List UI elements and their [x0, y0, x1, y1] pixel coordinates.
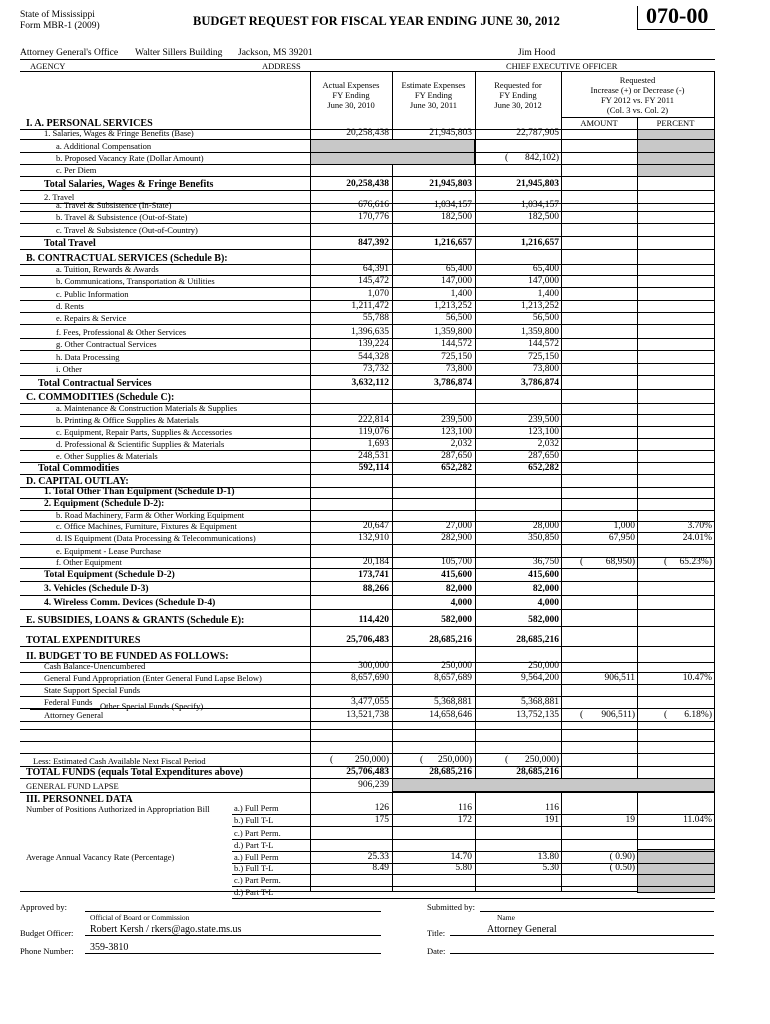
ceo-name: Jim Hood: [518, 48, 556, 58]
cell-requested: 2,032: [537, 439, 559, 449]
row-label: c. Office Machines, Furniture, Fixtures & Equipment: [56, 521, 237, 531]
shaded-block-salaries: [637, 129, 715, 177]
cell-estimate: 144,572: [441, 339, 472, 349]
row-rule: [20, 474, 715, 475]
row-label: Total Equipment (Schedule D-2): [44, 570, 175, 580]
row-label: I. A. PERSONAL SERVICES: [26, 118, 153, 129]
agency-label: AGENCY: [30, 61, 66, 71]
personnel-amount: ( 0.90): [609, 852, 635, 862]
cell-amount-paren: (: [580, 557, 584, 567]
cell-actual: 1,211,472: [351, 301, 389, 311]
budget-officer-line[interactable]: [85, 935, 381, 936]
cell-requested: 250,000: [528, 661, 559, 671]
approved-label: Approved by:: [20, 902, 67, 912]
col-header-percent: PERCENT: [656, 118, 695, 128]
row-label: c. Per Diem: [56, 165, 97, 175]
phone-value: 359-3810: [90, 942, 129, 953]
cell-estimate: 1,213,252: [434, 301, 472, 311]
cell-actual: 20,258,438: [346, 179, 389, 189]
cell-requested: 28,685,216: [516, 635, 559, 645]
cell-estimate: 1,034,157: [434, 200, 472, 210]
cell-requested: 82,000: [532, 584, 559, 594]
header-rule: [20, 59, 715, 60]
personnel-requested: 5.30: [542, 863, 559, 873]
shaded-block-lapse: [392, 778, 715, 792]
cell-estimate: 182,500: [441, 212, 472, 222]
cell-percent: 10.47%: [682, 673, 712, 683]
personnel-row-rule: [232, 826, 715, 827]
cell-estimate: 415,600: [441, 570, 472, 580]
official-label: Official of Board or Commission: [90, 913, 190, 922]
row-label: g. Other Contractual Services: [56, 339, 157, 349]
title-value: Attorney General: [487, 924, 557, 935]
cell-requested: 144,572: [528, 339, 559, 349]
row-label: D. CAPITAL OUTLAY:: [26, 476, 129, 487]
row-label: Total Travel: [44, 238, 96, 249]
row-label: General Fund Appropriation (Enter General Fund Lapse Below): [44, 673, 262, 683]
blank-row-rule-3: [20, 753, 715, 754]
total-funds-actual: 25,706,483: [346, 767, 389, 777]
cell-percent: 6.18%): [684, 710, 712, 720]
cell-amount: 1,000: [613, 521, 635, 531]
row-rule: [20, 249, 715, 250]
title-label: Title:: [427, 928, 446, 938]
cell-requested: 725,150: [528, 352, 559, 362]
row-label: e. Other Supplies & Materials: [56, 451, 158, 461]
personnel-row-label: b.) Full T-L: [234, 863, 274, 873]
cell-requested: 582,000: [528, 615, 559, 625]
personnel-row-label: d.) Part T-L: [234, 887, 274, 897]
general-fund-lapse-label: GENERAL FUND LAPSE: [26, 781, 119, 791]
cell-requested: 36,750: [532, 557, 559, 567]
row-label: e. Repairs & Service: [56, 313, 127, 323]
row-rule: [20, 544, 715, 545]
row-label: d. Professional & Scientific Supplies & Materials: [56, 439, 225, 449]
cell-estimate: 27,000: [445, 521, 472, 531]
row-label: e. Equipment - Lease Purchase: [56, 546, 162, 556]
row-label: a. Travel & Subsistence (In-State): [56, 200, 172, 210]
cell-estimate: 582,000: [441, 615, 472, 625]
cell-actual: 248,531: [358, 451, 389, 461]
cell-actual: 55,788: [362, 313, 389, 323]
col-divider-amount: [561, 71, 562, 892]
row-label: f. Fees, Professional & Other Services: [56, 327, 187, 337]
personnel-row-rule: [232, 874, 715, 875]
address-city: Jackson, MS 39201: [238, 48, 313, 58]
cell-actual: 544,328: [358, 352, 389, 362]
state-name: State of Mississippi: [20, 10, 95, 20]
col-header-change: Requested Increase (+) or Decrease (-) FY 2012 vs. FY 2011 (Col. 3 vs. Col. 2): [590, 75, 685, 115]
row-rule: [20, 626, 715, 627]
cell-requested: 5,368,881: [521, 697, 559, 707]
row-label: Attorney General: [44, 710, 104, 720]
personnel-row-label: a.) Full Perm: [234, 803, 279, 813]
positions-label: Number of Positions Authorized in Appropriation Bill: [26, 804, 210, 814]
cell-actual: 676,616: [358, 200, 389, 210]
row-rule: [20, 721, 715, 722]
cell-estimate: 82,000: [445, 584, 472, 594]
cell-estimate: 287,650: [441, 451, 472, 461]
cell-requested: 1,216,657: [521, 238, 559, 248]
personnel-row-label: b.) Full T-L: [234, 815, 274, 825]
cell-requested: 652,282: [528, 463, 559, 473]
cell-estimate: 282,900: [441, 533, 472, 543]
personnel-row-rule: [232, 839, 715, 840]
row-label: 1. Salaries, Wages & Fringe Benefits (Base): [44, 128, 194, 138]
cell-actual: 13,521,738: [346, 710, 389, 720]
cell-requested: 239,500: [528, 415, 559, 425]
personnel-estimate: 172: [457, 815, 472, 825]
less-cash-estimate-paren: (: [420, 755, 424, 765]
personnel-row-label: d.) Part T-L: [234, 840, 274, 850]
row-label: b. Printing & Office Supplies & Materials: [56, 415, 199, 425]
cell-requested: 182,500: [528, 212, 559, 222]
federal-funds-underline: [30, 709, 100, 710]
cell-actual: 592,114: [358, 463, 389, 473]
row-label: State Support Special Funds: [44, 685, 141, 695]
personnel-actual: 126: [374, 803, 389, 813]
table-bottom-rule: [20, 891, 715, 892]
row-rule: [20, 287, 715, 288]
cell-actual: 20,258,438: [346, 128, 389, 138]
blank-row-rule-2: [20, 741, 715, 742]
cell-requested: 1,359,800: [521, 327, 559, 337]
cell-requested: 56,500: [532, 313, 559, 323]
col-header-estimate: Estimate Expenses FY Ending June 30, 2011: [401, 80, 466, 110]
cell-actual: 64,391: [362, 264, 389, 274]
personnel-row-rule: [232, 851, 715, 852]
cell-requested: 73,800: [532, 364, 559, 374]
cell-estimate: 123,100: [441, 427, 472, 437]
cell-estimate: 239,500: [441, 415, 472, 425]
cell-estimate: 652,282: [441, 463, 472, 473]
row-rule: [20, 375, 715, 376]
row-label: a. Maintenance & Construction Materials & Supplies: [56, 403, 238, 413]
col-header-actual: Actual Expenses FY Ending June 30, 2010: [322, 80, 380, 110]
cell-requested: 65,400: [532, 264, 559, 274]
col-header-amount: AMOUNT: [580, 118, 618, 128]
cell-estimate: 250,000: [441, 661, 472, 671]
cell-actual: 119,076: [358, 427, 389, 437]
row-rule: [20, 324, 715, 325]
budget-officer-value: Robert Kersh / rkers@ago.state.ms.us: [90, 924, 242, 935]
cell-estimate: 65,400: [445, 264, 472, 274]
row-label: E. SUBSIDIES, LOANS & GRANTS (Schedule E):: [26, 615, 245, 626]
row-label: d. IS Equipment (Data Processing & Telecommunications): [56, 533, 256, 543]
cell-requested: 13,752,135: [516, 710, 559, 720]
cell-percent: 65.23%): [679, 557, 712, 567]
less-cash-label: Less: Estimated Cash Available Next Fiscal Period: [33, 756, 206, 766]
agency-code: 070-00: [646, 3, 709, 28]
date-label: Date:: [427, 946, 446, 956]
budget-officer-label: Budget Officer:: [20, 928, 74, 938]
cell-amount: 68,950): [605, 557, 635, 567]
cell-estimate: 1,359,800: [434, 327, 472, 337]
cell-percent: 24.01%: [682, 533, 712, 543]
personnel-row-rule: [232, 863, 715, 864]
row-label: Total Contractual Services: [38, 378, 152, 389]
cell-percent: 3.70%: [687, 521, 712, 531]
approved-line[interactable]: [85, 911, 381, 912]
cell-actual: 222,814: [358, 415, 389, 425]
cell-amount: 906,511: [604, 673, 635, 683]
cell-estimate: 21,945,803: [429, 179, 472, 189]
row-rule: [20, 568, 715, 569]
cell-actual: 3,632,112: [351, 378, 389, 388]
cell-requested: 415,600: [528, 570, 559, 580]
cell-requested: 123,100: [528, 427, 559, 437]
cell-estimate: 1,216,657: [434, 238, 472, 248]
cell-requested: 28,000: [532, 521, 559, 531]
row-rule: [20, 389, 715, 390]
total-funds-requested: 28,685,216: [516, 767, 559, 777]
col-header-requested: Requested for FY Ending June 30, 2012: [494, 80, 542, 110]
row-label: Federal Funds: [44, 697, 93, 707]
cell-requested: 3,786,874: [521, 378, 559, 388]
row-rule: [20, 646, 715, 647]
less-cash-requested-paren: (: [505, 755, 509, 765]
row-label: b. Communications, Transportation & Utilities: [56, 276, 215, 286]
cell-actual: 1,070: [367, 289, 389, 299]
name-label: Name: [497, 913, 515, 922]
personnel-requested: 116: [545, 803, 559, 813]
personnel-amount: 19: [625, 815, 635, 825]
cell-actual: 20,647: [362, 521, 389, 531]
cell-requested: 9,564,200: [521, 673, 559, 683]
row-rule: [20, 581, 715, 582]
cell-actual: 145,472: [358, 276, 389, 286]
cell-requested: 4,000: [537, 598, 559, 608]
cell-actual: 25,706,483: [346, 635, 389, 645]
address-label: ADDRESS: [262, 61, 301, 71]
total-funds-label: TOTAL FUNDS (equals Total Expenditures above): [26, 767, 243, 778]
row-label: Cash Balance-Unencumbered: [44, 661, 146, 671]
personnel-actual: 175: [374, 815, 389, 825]
cell-actual: 139,224: [358, 339, 389, 349]
personnel-amount: ( 0.50): [609, 863, 635, 873]
personnel-actual: 25.33: [367, 852, 389, 862]
less-cash-actual: 250,000): [354, 755, 389, 765]
cell-actual: 132,910: [358, 533, 389, 543]
cell-requested: 287,650: [528, 451, 559, 461]
cell-actual: 20,184: [362, 557, 389, 567]
cell-requested: 1,213,252: [521, 301, 559, 311]
personnel-estimate: 14.70: [450, 852, 472, 862]
row-label: b. Road Machinery, Farm & Other Working Equipment: [56, 510, 245, 520]
personnel-title: III. PERSONNEL DATA: [26, 794, 133, 805]
cell-actual: 170,776: [358, 212, 389, 222]
row-rule: [20, 139, 715, 140]
less-cash-requested: 250,000): [524, 755, 559, 765]
cell-actual: 3,477,055: [351, 697, 389, 707]
lapse-rule: [20, 792, 715, 793]
personnel-row-label: c.) Part Perm.: [234, 875, 281, 885]
row-label: C. COMMODITIES (Schedule C):: [26, 392, 175, 403]
row-label: h. Data Processing: [56, 352, 120, 362]
cell-estimate: 14,658,646: [429, 710, 472, 720]
row-rule: [20, 609, 715, 610]
row-label: a. Additional Compensation: [56, 141, 152, 151]
cell-percent-paren: (: [664, 710, 668, 720]
form-number: Form MBR-1 (2009): [20, 21, 100, 31]
personnel-row-label: c.) Part Perm.: [234, 828, 281, 838]
row-label: c. Public Information: [56, 289, 129, 299]
col-divider-right: [714, 71, 715, 892]
blank-row-rule-1: [20, 729, 715, 730]
code-box-edge: [637, 6, 638, 30]
cell-actual: 88,266: [362, 584, 389, 594]
cell-estimate: 725,150: [441, 352, 472, 362]
cell-requested: 22,787,905: [516, 128, 559, 138]
row-label: a. Tuition, Rewards & Awards: [56, 264, 159, 274]
cell-estimate: 2,032: [450, 439, 472, 449]
cell-requested: 1,034,157: [521, 200, 559, 210]
row-rule: [20, 164, 715, 165]
row-label: 1. Total Other Than Equipment (Schedule D-1): [44, 487, 235, 497]
code-underline: [637, 29, 715, 30]
row-label: TOTAL EXPENDITURES: [26, 635, 141, 646]
row-label: b. Travel & Subsistence (Out-of-State): [56, 212, 188, 222]
cell-actual: 173,741: [358, 570, 389, 580]
cell-estimate: 1,400: [450, 289, 472, 299]
phone-label: Phone Number:: [20, 946, 74, 956]
personnel-percent: 11.04%: [683, 815, 712, 825]
cell-estimate: 4,000: [450, 598, 472, 608]
phone-line[interactable]: [85, 953, 381, 954]
cell-estimate: 21,945,803: [429, 128, 472, 138]
row-rule: [20, 595, 715, 596]
cell-actual: 847,392: [358, 238, 389, 248]
row-rule: [20, 236, 715, 237]
row-rule: [20, 190, 715, 191]
address-street: Walter Sillers Building: [135, 48, 223, 58]
cell-actual: 300,000: [358, 661, 389, 671]
cell-amount-paren: (: [580, 710, 584, 720]
other-special-funds-label: Other Special Funds (Specify): [100, 701, 204, 711]
less-cash-estimate: 250,000): [437, 755, 472, 765]
personnel-row-rule: [232, 898, 715, 899]
date-line[interactable]: [450, 953, 714, 954]
table-top-rule: [20, 71, 715, 72]
cell-estimate: 147,000: [441, 276, 472, 286]
general-fund-lapse-actual: 906,239: [358, 780, 389, 790]
col-divider-percent: [637, 117, 638, 892]
agency-name: Attorney General's Office: [20, 48, 119, 58]
personnel-row-label: a.) Full Perm: [234, 852, 279, 862]
cell-estimate: 28,685,216: [429, 635, 472, 645]
cell-actual: 8,657,690: [351, 673, 389, 683]
cell-estimate: 56,500: [445, 313, 472, 323]
row-label: i. Other: [56, 364, 82, 374]
personnel-requested: 13.80: [537, 852, 559, 862]
cell-actual: 73,732: [362, 364, 389, 374]
row-rule: [20, 350, 715, 351]
cell-requested: 21,945,803: [516, 179, 559, 189]
personnel-actual: 8.49: [372, 863, 389, 873]
cell-requested: 1,400: [537, 289, 559, 299]
cell-requested: 350,850: [528, 533, 559, 543]
row-label: 3. Vehicles (Schedule D-3): [44, 584, 149, 594]
cell-actual: 1,396,635: [351, 327, 389, 337]
submitted-line[interactable]: [480, 911, 714, 912]
cell-estimate: 3,786,874: [434, 378, 472, 388]
title-line[interactable]: [450, 935, 714, 936]
row-label: 4. Wireless Comm. Devices (Schedule D-4): [44, 598, 216, 608]
row-label: II. BUDGET TO BE FUNDED AS FOLLOWS:: [26, 651, 229, 662]
vacancy-label: Average Annual Vacancy Rate (Percentage): [26, 852, 175, 862]
cell-estimate: 73,800: [445, 364, 472, 374]
ceo-label: CHIEF EXECUTIVE OFFICER: [506, 61, 618, 71]
row-label: Total Salaries, Wages & Fringe Benefits: [44, 179, 214, 190]
row-label: 2. Equipment (Schedule D-2):: [44, 499, 165, 509]
row-label: f. Other Equipment: [56, 557, 122, 567]
row-label: b. Proposed Vacancy Rate (Dollar Amount): [56, 153, 204, 163]
cell-actual: 114,420: [358, 615, 389, 625]
row-rule: [20, 223, 715, 224]
cell-estimate: 105,700: [441, 557, 472, 567]
row-label: Total Commodities: [38, 463, 120, 474]
total-funds-rule: [20, 778, 715, 779]
row-rule: [20, 176, 715, 177]
less-cash-actual-paren: (: [330, 755, 334, 765]
cell-requested-paren: (: [505, 153, 509, 163]
row-label: 2. Travel: [44, 192, 75, 202]
personnel-estimate: 116: [458, 803, 472, 813]
cell-actual: 1,693: [367, 439, 389, 449]
total-funds-estimate: 28,685,216: [429, 767, 472, 777]
personnel-requested: 191: [544, 815, 559, 825]
row-label: c. Travel & Subsistence (Out-of-Country): [56, 225, 198, 235]
row-label: B. CONTRACTUAL SERVICES (Schedule B):: [26, 253, 228, 264]
cell-estimate: 5,368,881: [434, 697, 472, 707]
cell-percent-paren: (: [664, 557, 668, 567]
row-label: d. Rents: [56, 301, 84, 311]
submitted-label: Submitted by:: [427, 902, 475, 912]
cell-requested: 147,000: [528, 276, 559, 286]
personnel-estimate: 5.80: [455, 863, 472, 873]
row-label: c. Equipment, Repair Parts, Supplies & Accessories: [56, 427, 232, 437]
cell-amount: 906,511): [601, 710, 635, 720]
cell-requested: 842,102): [524, 153, 559, 163]
page-title: BUDGET REQUEST FOR FISCAL YEAR ENDING JUNE 30, 2012: [193, 14, 560, 28]
cell-estimate: 8,657,689: [434, 673, 472, 683]
cell-amount: 67,950: [608, 533, 635, 543]
personnel-row-rule: [232, 886, 715, 887]
